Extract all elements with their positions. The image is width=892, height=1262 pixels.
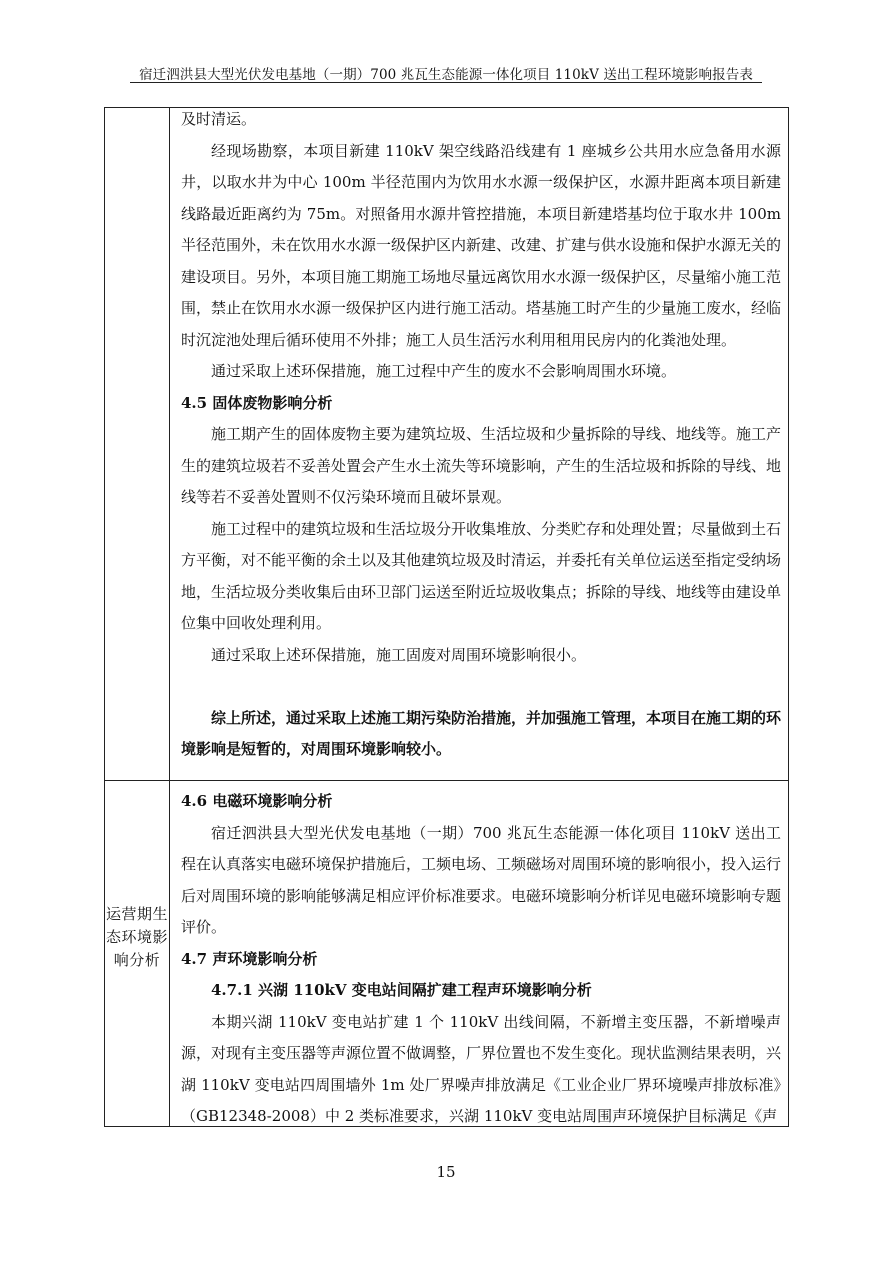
construction-paragraph: 及时清运。 — [181, 110, 257, 128]
blank-line — [181, 671, 781, 703]
column-divider — [169, 108, 170, 1126]
header-rule — [130, 82, 762, 83]
section-heading: 4.6 电磁环境影响分析 — [181, 792, 333, 810]
construction-paragraph: 经现场勘察，本项目新建 110kV 架空线路沿线建有 1 座城乡公共用水应急备用水源井，以取水井为中心 100m 半径范围内为饮用水水源一级保护区，水源井距离本项目新建线路最近距离约为 75m。对照备用水源井管控措施，本项目新建塔基均位于取水井 100m 半径范围外，未在饮用水水源一级保护区内新建、改建、扩建与供水设施和保护水源无关的建设项目。另外，本项目施工期施工场地尽量远离饮用水水源一级保护区，尽量缩小施工范围，禁止在饮用水水源一级保护区内进行施工活动。塔基施工时产生的少量施工废水，经临时沉淀池处理后循环使用不外排；施工人员生活污水利用租用民房内的化粪池处理。 — [181, 141, 782, 349]
operation-row-label: 运营期生态环境影响分析 — [105, 905, 168, 969]
construction-paragraph: 通过采取上述环保措施，施工固废对周围环境影响很小。 — [211, 645, 587, 664]
page-number: 15 — [436, 1163, 456, 1181]
section-heading: 4.5 固体废物影响分析 — [181, 393, 333, 412]
construction-paragraph: 通过采取上述环保措施，施工过程中产生的废水不会影响周围水环境。 — [211, 362, 677, 380]
construction-summary: 综上所述，通过采取上述施工期污染防治措施，并加强施工管理，本项目在施工期的环境影响是短暂的，对周围环境影响较小。 — [181, 708, 782, 758]
report-table — [104, 107, 789, 1127]
operation-paragraph: 宿迁泗洪县大型光伏发电基地（一期）700 兆瓦生态能源一体化项目 110kV 送出工程在认真落实电磁环境保护措施后，工频电场、工频磁场对周围环境的影响很小，投入运行后对周围环境的影响能够满足相应评价标准要求。电磁环境影响分析详见电磁环境影响专题评价。 — [181, 823, 782, 936]
subsection-heading: 4.7.1 兴湖 110kV 变电站间隔扩建工程声环境影响分析 — [211, 981, 592, 999]
report-header-title: 宿迁泗洪县大型光伏发电基地（一期）700 兆瓦生态能源一体化项目 110kV 送出工程环境影响报告表 — [139, 67, 753, 83]
row-divider — [105, 780, 788, 781]
section-heading: 4.7 声环境影响分析 — [181, 949, 318, 968]
construction-content-cell — [181, 104, 781, 766]
operation-content-cell — [181, 786, 781, 1133]
construction-paragraph: 施工期产生的固体废物主要为建筑垃圾、生活垃圾和少量拆除的导线、地线等。施工产生的建筑垃圾若不妥善处置会产生水土流失等环境影响，产生的生活垃圾和拆除的导线、地线等若不妥善处置则不仅污染环境而且破坏景观。 — [181, 425, 782, 506]
operation-paragraph: 本期兴湖 110kV 变电站扩建 1 个 110kV 出线间隔，不新增主变压器，不新增噪声源，对现有主变压器等声源位置不做调整，厂界位置也不发生变化。现状监测结果表明，兴湖 110kV 变电站四周围墙外 1m 处厂界噪声排放满足《工业企业厂界环境噪声排放标准》（GB12348-2008）中 2 类标准要求，兴湖 110kV 变电站周围声环境保护目标满足《声 — [181, 1012, 782, 1125]
construction-paragraph: 施工过程中的建筑垃圾和生活垃圾分开收集堆放、分类贮存和处理处置；尽量做到土石方平衡，对不能平衡的余土以及其他建筑垃圾及时清运，并委托有关单位运送至指定受纳场地，生活垃圾分类收集后由环卫部门运送至附近垃圾收集点；拆除的导线、地线等由建设单位集中回收处理利用。 — [181, 519, 782, 632]
